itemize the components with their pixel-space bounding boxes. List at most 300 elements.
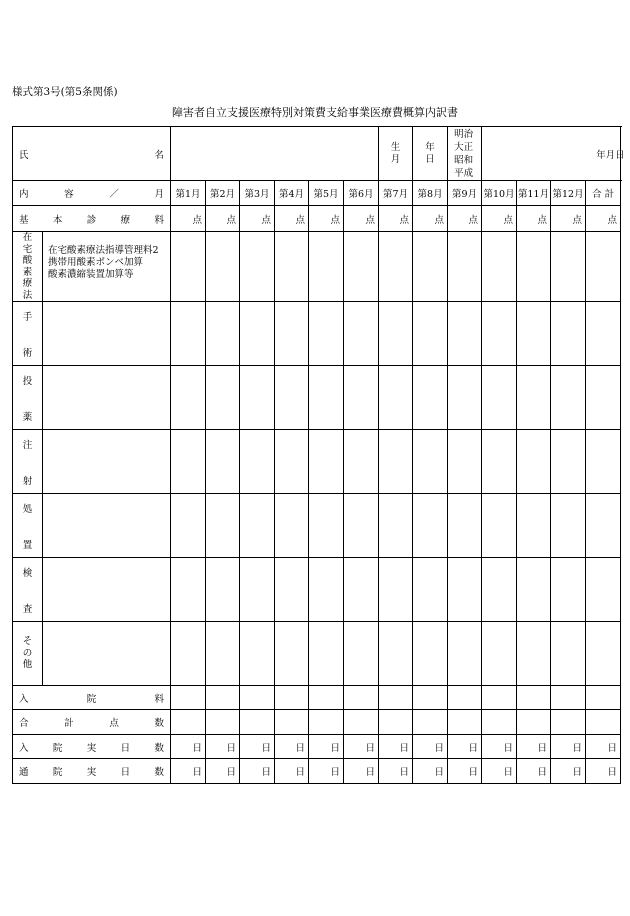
amount-cell[interactable] (240, 622, 275, 686)
amount-cell[interactable] (482, 710, 517, 735)
amount-cell[interactable] (413, 494, 448, 558)
day-unit-cell[interactable] (379, 759, 413, 784)
day-unit: 日 (399, 742, 410, 754)
amount-cell[interactable] (379, 558, 413, 622)
category-label-char: の (22, 647, 33, 659)
day-unit: 日 (468, 742, 479, 754)
category-row-surgery (13, 302, 621, 366)
category-label-char: 他 (22, 659, 33, 671)
day-unit-cell[interactable] (551, 735, 586, 759)
amount-cell[interactable] (344, 710, 379, 735)
point-unit: 点 (365, 214, 376, 226)
amount-cell[interactable] (344, 622, 379, 686)
point-unit: 点 (572, 214, 583, 226)
category-label-char: 手 (22, 311, 33, 323)
amount-cell[interactable] (344, 494, 379, 558)
day-unit: 日 (226, 767, 236, 778)
amount-cell[interactable] (448, 622, 482, 686)
amount-cell[interactable] (275, 558, 309, 622)
era-option[interactable]: 大正 (454, 142, 474, 153)
day-unit-cell[interactable] (171, 759, 206, 784)
outpatient-days-text-char: 通 (19, 767, 29, 778)
amount-cell[interactable] (206, 558, 240, 622)
category-label-char: 在 (22, 232, 33, 243)
amount-cell[interactable] (275, 494, 309, 558)
hospitalization-fee-label (13, 686, 171, 710)
amount-cell[interactable] (448, 302, 482, 366)
total-points-label (13, 710, 171, 735)
outpatient-days-label (13, 759, 171, 784)
point-unit-cell[interactable] (517, 206, 551, 232)
category-label-char: 置 (22, 539, 33, 551)
month-header-4: 第4月 (275, 181, 309, 206)
amount-cell[interactable] (240, 686, 275, 710)
category-description-treatment[interactable] (43, 494, 171, 558)
hospitalization-fee-text-char: 入 (19, 693, 29, 705)
content-month-label-char: 内 (19, 189, 29, 200)
amount-cell[interactable] (517, 686, 551, 710)
amount-cell[interactable] (275, 710, 309, 735)
amount-cell[interactable] (309, 622, 344, 686)
category-label-char: 療 (22, 278, 33, 289)
amount-cell[interactable] (586, 302, 621, 366)
amount-cell[interactable] (482, 686, 517, 710)
month-header-9: 第9月 (448, 181, 482, 206)
category-description-other[interactable] (43, 622, 171, 686)
day-unit-cell[interactable] (240, 735, 275, 759)
point-unit-cell[interactable] (413, 206, 448, 232)
amount-cell[interactable] (240, 710, 275, 735)
day-unit: 日 (261, 742, 271, 754)
amount-cell[interactable] (517, 558, 551, 622)
name-row (13, 127, 621, 181)
amount-cell[interactable] (448, 710, 482, 735)
category-label-other (13, 622, 43, 686)
amount-cell[interactable] (240, 232, 275, 302)
day-unit: 日 (365, 742, 376, 754)
amount-cell[interactable] (275, 302, 309, 366)
day-unit-cell[interactable] (448, 759, 482, 784)
inpatient-days-label (13, 735, 171, 759)
category-label-text (13, 501, 42, 551)
day-unit: 日 (261, 767, 271, 778)
amount-cell[interactable] (448, 558, 482, 622)
amount-cell[interactable] (344, 558, 379, 622)
amount-cell[interactable] (586, 494, 621, 558)
category-label-treatment (13, 494, 43, 558)
category-description-line: 携帯用酸素ボンベ加算 (48, 257, 144, 268)
day-unit: 日 (399, 767, 410, 778)
amount-cell[interactable] (379, 302, 413, 366)
amount-cell[interactable] (413, 302, 448, 366)
amount-cell[interactable] (309, 232, 344, 302)
amount-cell[interactable] (482, 232, 517, 302)
day-unit-cell[interactable] (240, 759, 275, 784)
amount-cell[interactable] (448, 686, 482, 710)
date-unit-label: 年 (596, 149, 606, 161)
amount-cell[interactable] (379, 366, 413, 430)
category-label-char: そ (22, 636, 33, 648)
day-unit-cell[interactable] (206, 735, 240, 759)
amount-cell[interactable] (344, 686, 379, 710)
outpatient-days-text-char: 数 (154, 767, 164, 778)
content-month-label-char: 容 (64, 189, 74, 200)
day-unit: 日 (192, 767, 202, 778)
amount-cell[interactable] (309, 686, 344, 710)
day-unit: 日 (295, 767, 305, 778)
amount-cell[interactable] (309, 710, 344, 735)
amount-cell[interactable] (551, 430, 586, 494)
hospitalization-fee-text-char: 料 (154, 693, 164, 705)
category-label-char: 素 (22, 266, 33, 278)
amount-cell[interactable] (482, 430, 517, 494)
content-month-header (13, 181, 171, 206)
amount-cell[interactable] (482, 366, 517, 430)
amount-cell[interactable] (379, 622, 413, 686)
amount-cell[interactable] (206, 686, 240, 710)
basic-fee-label-text-char: 本 (52, 214, 63, 226)
amount-cell[interactable] (309, 494, 344, 558)
amount-cell[interactable] (551, 710, 586, 735)
basic-fee-label-text-char: 料 (154, 214, 164, 226)
category-description-injection[interactable] (43, 430, 171, 494)
amount-cell[interactable] (379, 494, 413, 558)
day-unit-cell[interactable] (171, 735, 206, 759)
era-option[interactable]: 平成 (454, 168, 474, 179)
amount-cell[interactable] (379, 686, 413, 710)
point-unit: 点 (468, 214, 479, 226)
inpatient-days-text-char: 実 (86, 742, 97, 754)
outpatient-days-text-char: 院 (52, 767, 63, 778)
category-label-medication (13, 366, 43, 430)
inpatient-days-text-char: 数 (154, 742, 164, 754)
amount-cell[interactable] (275, 622, 309, 686)
point-unit-cell[interactable] (344, 206, 379, 232)
amount-cell[interactable] (448, 232, 482, 302)
amount-cell[interactable] (551, 558, 586, 622)
amount-cell[interactable] (206, 430, 240, 494)
amount-cell[interactable] (517, 366, 551, 430)
inpatient-days-text-char: 日 (120, 742, 131, 754)
amount-cell[interactable] (517, 430, 551, 494)
amount-cell[interactable] (517, 622, 551, 686)
birth-date-units (482, 147, 625, 161)
category-label-char: 酸 (22, 255, 33, 266)
amount-cell[interactable] (344, 366, 379, 430)
basic-fee-row (13, 206, 621, 232)
total-header: 合 計 (586, 181, 621, 206)
content-month-label-char: 月 (154, 189, 164, 200)
amount-cell[interactable] (171, 494, 206, 558)
amount-cell[interactable] (206, 366, 240, 430)
category-label-surgery (13, 302, 43, 366)
day-unit-cell[interactable] (344, 759, 379, 784)
amount-cell[interactable] (344, 430, 379, 494)
day-unit-cell[interactable] (482, 759, 517, 784)
amount-cell[interactable] (171, 710, 206, 735)
birth-label-char: 年 (425, 141, 435, 153)
name-value-field[interactable] (171, 127, 379, 181)
inpatient-days-text (13, 740, 170, 754)
amount-cell[interactable] (517, 232, 551, 302)
date-unit-label: 日 (615, 149, 625, 161)
amount-cell[interactable] (171, 430, 206, 494)
day-unit: 日 (503, 767, 514, 778)
document-title: 障害者自立支援医療特別対策費支給事業医療費概算内訳書 (172, 106, 458, 119)
basic-fee-label-text-char: 診 (86, 214, 97, 226)
point-unit-cell[interactable] (275, 206, 309, 232)
amount-cell[interactable] (171, 232, 206, 302)
amount-cell[interactable] (171, 366, 206, 430)
amount-cell[interactable] (275, 232, 309, 302)
day-unit: 日 (434, 767, 445, 778)
amount-cell[interactable] (551, 494, 586, 558)
day-unit-cell[interactable] (586, 735, 621, 759)
day-unit: 日 (365, 767, 376, 778)
amount-cell[interactable] (413, 430, 448, 494)
header-row (13, 181, 621, 206)
amount-cell[interactable] (482, 558, 517, 622)
basic-fee-label-text (13, 212, 170, 226)
amount-cell[interactable] (586, 622, 621, 686)
amount-cell[interactable] (551, 302, 586, 366)
breakdown-table (12, 126, 625, 784)
amount-cell[interactable] (413, 622, 448, 686)
amount-cell[interactable] (275, 686, 309, 710)
point-unit: 点 (607, 214, 618, 226)
era-cell[interactable] (448, 127, 482, 181)
amount-cell[interactable] (551, 232, 586, 302)
birth-date-field[interactable] (482, 127, 625, 181)
day-unit-cell[interactable] (517, 735, 551, 759)
category-row-examination (13, 558, 621, 622)
category-description-home-oxygen[interactable] (43, 232, 171, 302)
amount-cell[interactable] (206, 710, 240, 735)
day-unit: 日 (537, 742, 548, 754)
day-unit-cell[interactable] (517, 759, 551, 784)
amount-cell[interactable] (413, 366, 448, 430)
amount-cell[interactable] (586, 232, 621, 302)
amount-cell[interactable] (206, 622, 240, 686)
day-unit: 日 (537, 767, 548, 778)
amount-cell[interactable] (448, 430, 482, 494)
amount-cell[interactable] (379, 430, 413, 494)
category-description-examination[interactable] (43, 558, 171, 622)
amount-cell[interactable] (275, 430, 309, 494)
day-unit-cell[interactable] (379, 735, 413, 759)
amount-cell[interactable] (482, 494, 517, 558)
name-label-left: 氏 (19, 149, 29, 161)
point-unit: 点 (537, 214, 548, 226)
birth-label-char: 月 (390, 153, 401, 165)
amount-cell[interactable] (240, 302, 275, 366)
amount-cell[interactable] (379, 710, 413, 735)
amount-cell[interactable] (586, 686, 621, 710)
month-header-12: 第12月 (551, 181, 586, 206)
category-description-surgery[interactable] (43, 302, 171, 366)
month-header-11: 第11月 (517, 181, 551, 206)
category-description-medication[interactable] (43, 366, 171, 430)
inpatient-days-row (13, 735, 621, 759)
amount-cell[interactable] (206, 302, 240, 366)
point-unit-cell[interactable] (448, 206, 482, 232)
form-number: 様式第3号(第5条関係) (12, 86, 118, 98)
day-unit-cell[interactable] (344, 735, 379, 759)
point-unit-cell[interactable] (586, 206, 621, 232)
day-unit-cell[interactable] (482, 735, 517, 759)
hospitalization-fee-row (13, 686, 621, 710)
amount-cell[interactable] (240, 494, 275, 558)
amount-cell[interactable] (275, 366, 309, 430)
month-header-6: 第6月 (344, 181, 379, 206)
category-label-char: 宅 (22, 243, 33, 255)
category-label-char: 処 (22, 503, 33, 515)
amount-cell[interactable] (309, 430, 344, 494)
total-points-text-char: 計 (64, 718, 74, 729)
name-label (13, 147, 170, 161)
inpatient-days-text-char: 院 (52, 742, 63, 754)
point-unit-cell[interactable] (309, 206, 344, 232)
point-unit-cell[interactable] (171, 206, 206, 232)
birth-label-char: 生 (390, 141, 401, 153)
amount-cell[interactable] (344, 232, 379, 302)
era-option[interactable]: 明治 (454, 129, 474, 140)
amount-cell[interactable] (309, 558, 344, 622)
day-unit-cell[interactable] (275, 759, 309, 784)
month-header-5: 第5月 (309, 181, 344, 206)
category-row-injection (13, 430, 621, 494)
point-unit-cell[interactable] (206, 206, 240, 232)
category-row-treatment (13, 494, 621, 558)
total-points-text-char: 合 (19, 718, 29, 729)
category-label-examination (13, 558, 43, 622)
outpatient-days-text-char: 日 (120, 767, 131, 778)
month-header-3: 第3月 (240, 181, 275, 206)
day-unit-cell[interactable] (586, 759, 621, 784)
amount-cell[interactable] (448, 366, 482, 430)
day-unit: 日 (607, 742, 618, 754)
point-unit: 点 (503, 214, 514, 226)
amount-cell[interactable] (586, 430, 621, 494)
day-unit-cell[interactable] (551, 759, 586, 784)
category-label-char: 査 (22, 603, 33, 615)
day-unit-cell[interactable] (206, 759, 240, 784)
point-unit-cell[interactable] (551, 206, 586, 232)
category-label-char: 法 (22, 289, 33, 301)
amount-cell[interactable] (517, 302, 551, 366)
amount-cell[interactable] (309, 302, 344, 366)
category-label-char: 注 (22, 439, 33, 451)
category-description-line: 在宅酸素療法指導管理料2 (48, 245, 159, 256)
amount-cell[interactable] (240, 430, 275, 494)
amount-cell[interactable] (309, 366, 344, 430)
amount-cell[interactable] (413, 686, 448, 710)
month-header-7: 第7月 (379, 181, 413, 206)
point-unit-cell[interactable] (240, 206, 275, 232)
amount-cell[interactable] (240, 366, 275, 430)
day-unit: 日 (434, 742, 445, 754)
amount-cell[interactable] (586, 558, 621, 622)
amount-cell[interactable] (586, 366, 621, 430)
amount-cell[interactable] (379, 232, 413, 302)
category-label-text (13, 565, 42, 615)
category-label-char: 射 (22, 475, 33, 487)
month-header-8: 第8月 (413, 181, 448, 206)
amount-cell[interactable] (517, 710, 551, 735)
amount-cell[interactable] (413, 710, 448, 735)
amount-cell[interactable] (171, 302, 206, 366)
category-label-text (13, 309, 42, 359)
amount-cell[interactable] (413, 232, 448, 302)
day-unit-cell[interactable] (309, 735, 344, 759)
amount-cell[interactable] (482, 302, 517, 366)
category-label-char: 投 (22, 375, 33, 387)
category-label-char: 検 (22, 567, 33, 579)
amount-cell[interactable] (171, 686, 206, 710)
hospitalization-fee-text (13, 691, 170, 705)
amount-cell[interactable] (448, 494, 482, 558)
category-label-text (13, 636, 42, 671)
amount-cell[interactable] (517, 494, 551, 558)
basic-fee-label-text-char: 療 (120, 214, 131, 226)
category-label-char: 術 (22, 347, 33, 359)
month-header-2: 第2月 (206, 181, 240, 206)
birth-label-left (379, 127, 413, 181)
category-row-home-oxygen (13, 232, 621, 302)
amount-cell[interactable] (551, 366, 586, 430)
month-header-1: 第1月 (171, 181, 206, 206)
point-unit-cell[interactable] (379, 206, 413, 232)
outpatient-days-text (13, 764, 170, 778)
month-header-10: 第10月 (482, 181, 517, 206)
day-unit: 日 (468, 767, 479, 778)
day-unit-cell[interactable] (309, 759, 344, 784)
category-label-home-oxygen (13, 232, 43, 302)
amount-cell[interactable] (413, 558, 448, 622)
day-unit: 日 (192, 742, 202, 754)
name-label-right: 名 (154, 149, 164, 161)
total-points-text-char: 点 (109, 718, 119, 729)
point-unit: 点 (192, 214, 202, 226)
amount-cell[interactable] (206, 232, 240, 302)
basic-fee-label (13, 206, 171, 232)
day-unit-cell[interactable] (275, 735, 309, 759)
name-label-cell (13, 127, 171, 181)
amount-cell[interactable] (171, 558, 206, 622)
amount-cell[interactable] (171, 622, 206, 686)
amount-cell[interactable] (586, 710, 621, 735)
amount-cell[interactable] (551, 622, 586, 686)
amount-cell[interactable] (344, 302, 379, 366)
category-label-text (13, 232, 42, 301)
day-unit-cell[interactable] (448, 735, 482, 759)
day-unit: 日 (607, 767, 618, 778)
amount-cell[interactable] (240, 558, 275, 622)
point-unit-cell[interactable] (482, 206, 517, 232)
day-unit: 日 (226, 742, 236, 754)
amount-cell[interactable] (482, 622, 517, 686)
outpatient-days-row (13, 759, 621, 784)
birth-label-char: 日 (425, 153, 435, 165)
era-option[interactable]: 昭和 (454, 155, 474, 166)
category-label-char: 薬 (22, 411, 33, 423)
basic-fee-label-text-char: 基 (19, 214, 29, 226)
amount-cell[interactable] (551, 686, 586, 710)
day-unit-cell[interactable] (413, 759, 448, 784)
category-description-line: 酸素濃縮装置加算等 (48, 269, 134, 280)
amount-cell[interactable] (206, 494, 240, 558)
day-unit-cell[interactable] (413, 735, 448, 759)
